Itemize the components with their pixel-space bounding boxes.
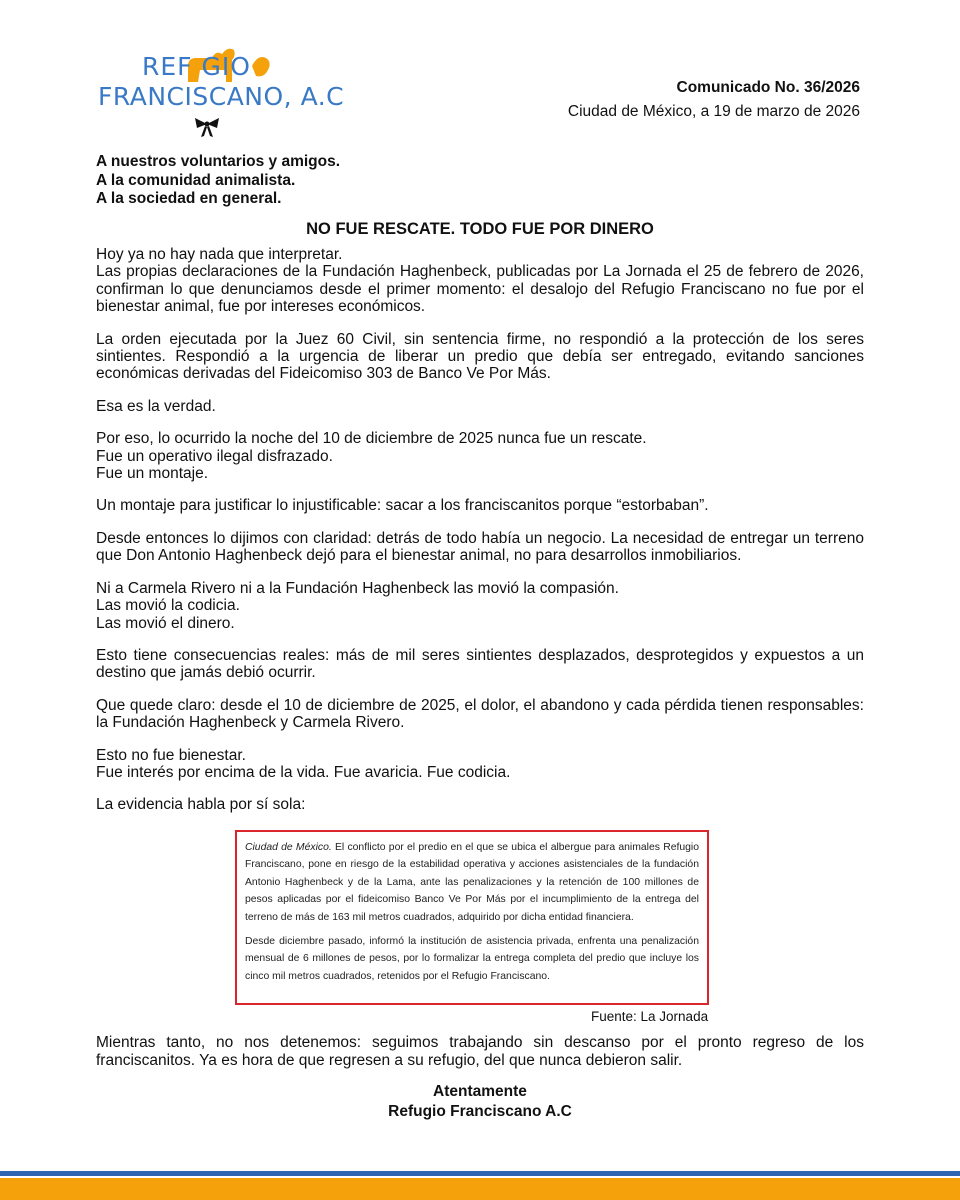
signature-salutation: Atentamente	[433, 1083, 527, 1100]
communique-number: Comunicado No. 36/2026	[676, 79, 860, 96]
headline: NO FUE RESCATE. TODO FUE POR DINERO	[306, 220, 654, 238]
paragraph-line: Ni a Carmela Rivero ni a la Fundación Haghenbeck las movió la compasión.	[96, 579, 619, 597]
greeting	[96, 153, 340, 209]
signature	[0, 1082, 960, 1122]
excerpt-paragraph: Desde diciembre pasado, informó la institución de asistencia privada, enfrenta una penalización mensual de 6 millones de pesos, por lo formalizar la entrega completa del predio que incluye los cinco mil metros cuadrados, retenidos por el Refugio Franciscano.	[245, 936, 699, 982]
paragraph-line: Las movió la codicia.	[96, 597, 240, 615]
paragraph: La orden ejecutada por la Juez 60 Civil, sin sentencia firme, no respondió a la protección de los seres sintientes. Respondió a la urgencia de liberar un predio que debía ser entregado, evitando sanciones económicas derivadas del Fideicomiso 303 de Banco Ve Por Más.	[96, 330, 864, 383]
document-header	[568, 77, 860, 123]
paragraph: Un montaje para justificar lo injustificable: sacar a los franciscanitos porque “estorbaban”.	[96, 497, 709, 515]
body-text	[96, 246, 864, 829]
paragraph: Esa es la verdad.	[96, 397, 216, 415]
paragraph: Esto tiene consecuencias reales: más de mil seres sintientes desplazados, desprotegidos y expuestos a un destino que jamás debió ocurrir.	[96, 646, 864, 682]
greeting-line: A nuestros voluntarios y amigos.	[96, 153, 341, 170]
source-caption: Fuente: La Jornada	[591, 1009, 709, 1024]
excerpt-dateline: Ciudad de México.	[245, 842, 332, 853]
paragraph: La evidencia habla por sí sola:	[96, 796, 306, 814]
paragraph	[96, 246, 864, 316]
closing-paragraph: Mientras tanto, no nos detenemos: seguimos trabajando sin descanso por el pronto regreso de los franciscanitos. Ya es hora de que regresen a su refugio, del que nunca debieron salir.	[96, 1034, 864, 1069]
paragraph-line: Fue un operativo ilegal disfrazado.	[96, 447, 333, 465]
logo-text-line2: FRANCISCANO, A.C	[98, 82, 345, 111]
mourning-ribbon-icon	[192, 116, 222, 138]
excerpt-text: El conflicto por el predio en el que se ubica el albergue para animales Refugio Franciscano, pone en riesgo de la estabilidad operativa y acciones asistenciales de la fundación Antonio Haghenbeck y de la Lama, ante las penalizaciones y la retención de 100 millones de pesos aplicadas por el fideicomiso Banco Ve Por Más por el incumplimiento de la entrega del terreno de más de 163 mil metros cuadrados, adquirido por dicha entidad financiera.	[245, 842, 700, 923]
paragraph-line: Las propias declaraciones de la Fundación Haghenbeck, publicadas por La Jornada el 25 de febrero de 2026, confirman lo que denunciamos desde el primer momento: el desalojo del Refugio Franciscano no fue por el bienestar animal, fue por intereses económicos.	[96, 263, 864, 316]
paragraph-line: Las movió el dinero.	[96, 614, 235, 632]
footer-orange-band	[0, 1178, 960, 1200]
paragraph: Que quede claro: desde el 10 de diciembre de 2025, el dolor, el abandono y cada pérdida tienen responsables: la Fundación Haghenbeck y Carmela Rivero.	[96, 696, 864, 732]
paragraph	[96, 747, 864, 782]
news-excerpt-box	[235, 830, 709, 1005]
excerpt-paragraph	[245, 839, 699, 926]
paragraph-line: Hoy ya no hay nada que interpretar.	[96, 246, 343, 263]
greeting-line: A la sociedad en general.	[96, 190, 282, 207]
paragraph-line: Fue un montaje.	[96, 465, 209, 483]
paragraph-line: Fue interés por encima de la vida. Fue avaricia. Fue codicia.	[96, 763, 511, 781]
greeting-line: A la comunidad animalista.	[96, 171, 296, 189]
paragraph-line: Esto no fue bienestar.	[96, 746, 246, 764]
paragraph: Desde entonces lo dijimos con claridad: detrás de todo había un negocio. La necesidad de entregar un terreno que Don Antonio Haghenbeck dejó para el bienestar animal, no para desarrollos inmobiliarios.	[96, 529, 864, 565]
paragraph-line: Por eso, lo ocurrido la noche del 10 de diciembre de 2025 nunca fue un rescate.	[96, 430, 647, 448]
refugio-franciscano-logo	[96, 44, 345, 144]
footer-blue-stripe	[0, 1171, 960, 1176]
signature-organization: Refugio Franciscano A.C	[388, 1103, 572, 1120]
logo-text-line1: REF GIO	[142, 52, 251, 81]
paragraph	[96, 430, 864, 482]
paragraph	[96, 580, 864, 632]
document-date: Ciudad de México, a 19 de marzo de 2026	[567, 103, 860, 120]
